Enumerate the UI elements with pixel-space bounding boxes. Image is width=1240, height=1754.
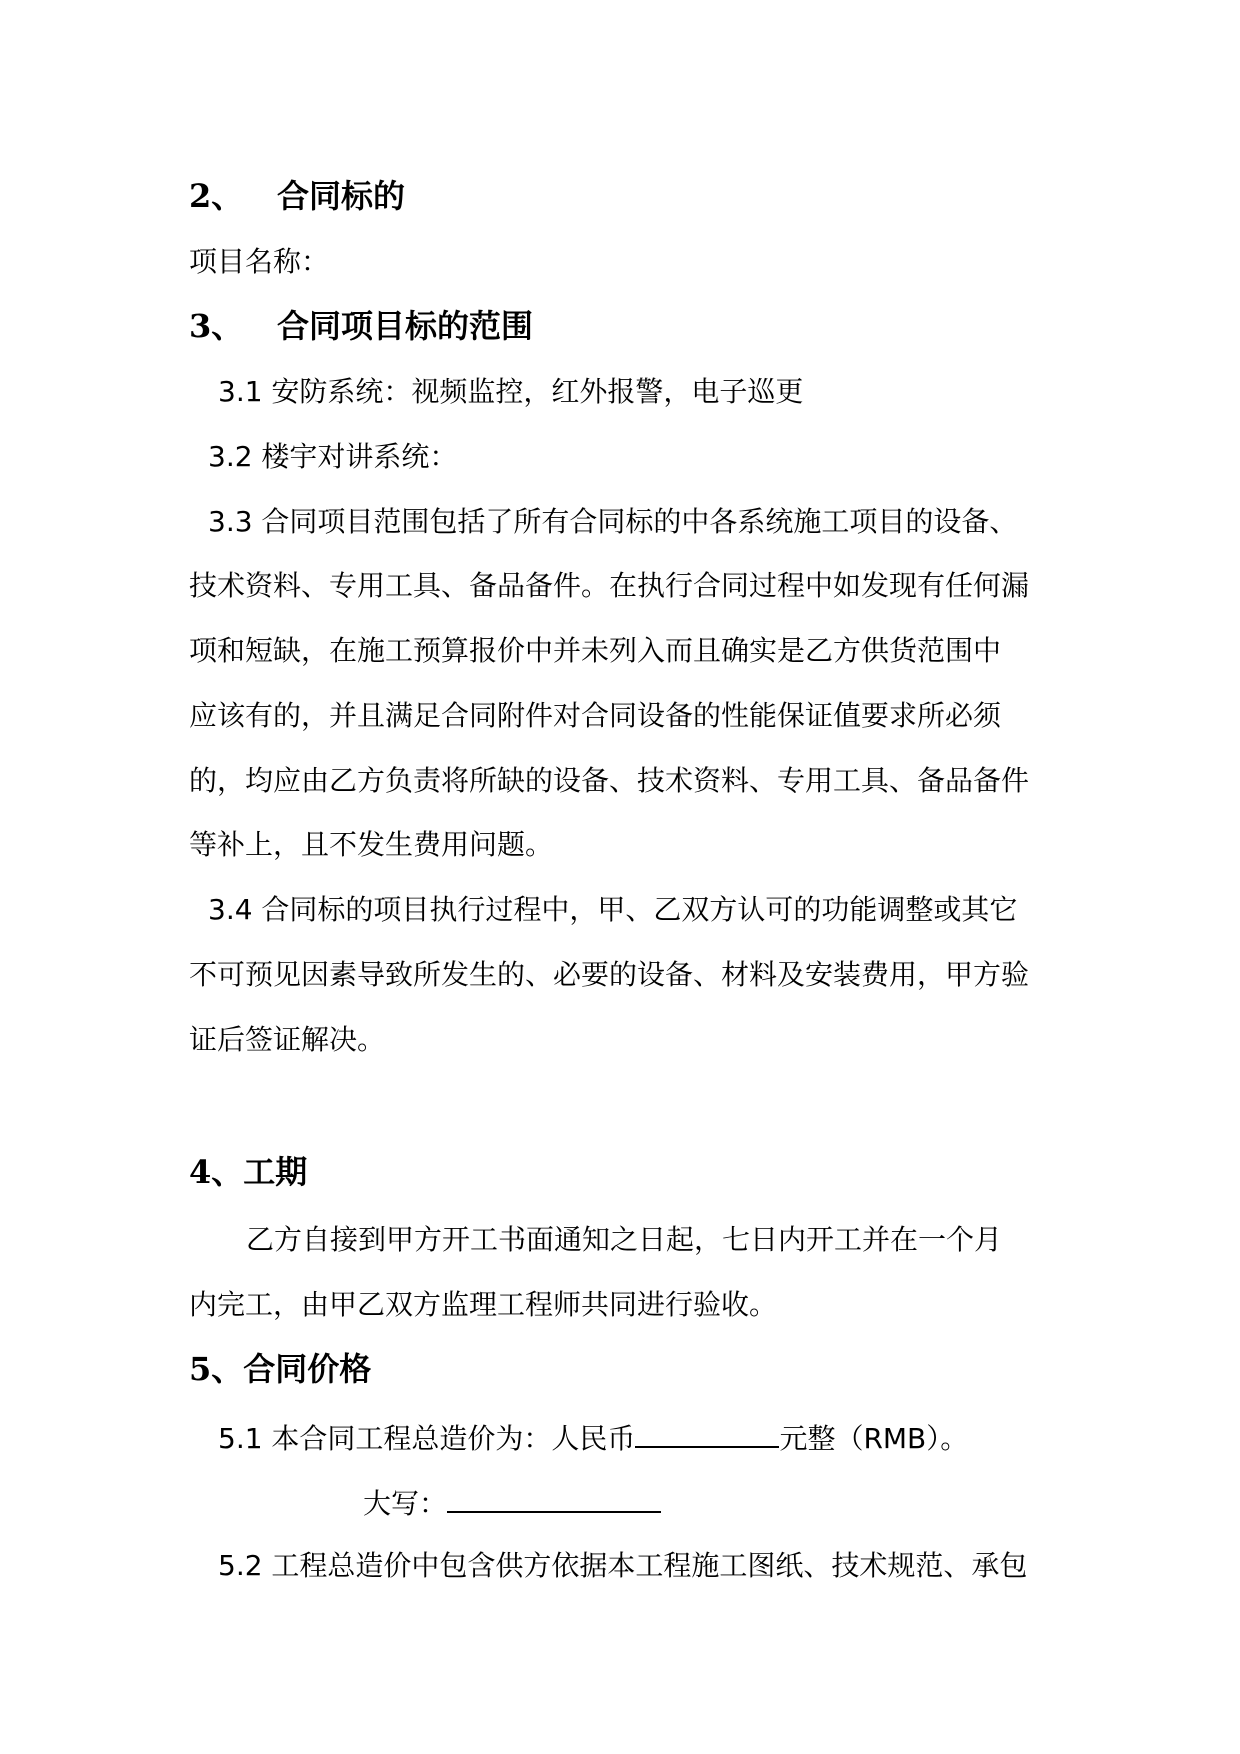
item-5-1 xyxy=(218,1416,968,1459)
item-3-3-line-1: 3.3 合同项目范围包括了所有合同标的中各系统施工项目的设备、 xyxy=(208,505,1018,538)
uppercase-amount xyxy=(363,1481,661,1524)
uppercase-amount-label: 大写： xyxy=(363,1487,448,1520)
project-name-label: 项目名称： xyxy=(189,245,330,278)
section-4-heading xyxy=(189,1152,307,1192)
section-5-heading xyxy=(189,1349,371,1389)
item-3-3-line-2: 技术资料、专用工具、备品备件。在执行合同过程中如发现有任何漏 xyxy=(189,569,1030,602)
item-3-3-line-6: 等补上，且不发生费用问题。 xyxy=(189,828,554,861)
section-3-heading xyxy=(189,306,533,346)
item-5-2: 5.2 工程总造价中包含供方依据本工程施工图纸、技术规范、承包 xyxy=(218,1549,1028,1582)
item-3-3-line-3: 项和短缺，在施工预算报价中并未列入而且确实是乙方供货范围中 xyxy=(189,634,1002,667)
item-3-4-line-1: 3.4 合同标的项目执行过程中，甲、乙双方认可的功能调整或其它 xyxy=(208,893,1018,926)
section-4-title: 工期 xyxy=(243,1153,308,1191)
section-3-title: 合同项目标的范围 xyxy=(277,307,534,345)
total-price-blank[interactable] xyxy=(635,1416,779,1448)
section-4-body-line-1: 乙方自接到甲方开工书面通知之日起，七日内开工并在一个月 xyxy=(246,1223,1003,1256)
item-5-1-prefix: 5.1 本合同工程总造价为：人民币 xyxy=(218,1422,636,1455)
section-4-body-line-2: 内完工，由甲乙双方监理工程师共同进行验收。 xyxy=(189,1288,778,1321)
item-3-3-line-4: 应该有的，并且满足合同附件对合同设备的性能保证值要求所必须 xyxy=(189,699,1002,732)
section-2-number: 2、 xyxy=(189,177,244,215)
section-5-title: 合同价格 xyxy=(243,1350,372,1388)
section-2-heading xyxy=(189,176,405,216)
section-3-number: 3、 xyxy=(189,307,244,345)
item-3-4-line-2: 不可预见因素导致所发生的、必要的设备、材料及安装费用，甲方验 xyxy=(189,958,1030,991)
item-5-1-suffix: 元整（RMB）。 xyxy=(779,1422,969,1455)
section-4-number: 4、 xyxy=(189,1153,244,1191)
uppercase-amount-blank[interactable] xyxy=(447,1481,661,1513)
section-2-title: 合同标的 xyxy=(277,177,406,215)
item-3-4-line-3: 证后签证解决。 xyxy=(189,1023,386,1056)
section-5-number: 5、 xyxy=(189,1350,244,1388)
item-3-3-line-5: 的，均应由乙方负责将所缺的设备、技术资料、专用工具、备品备件 xyxy=(189,764,1030,797)
item-3-2: 3.2 楼宇对讲系统： xyxy=(208,440,458,473)
item-3-1: 3.1 安防系统：视频监控，红外报警，电子巡更 xyxy=(218,375,804,408)
